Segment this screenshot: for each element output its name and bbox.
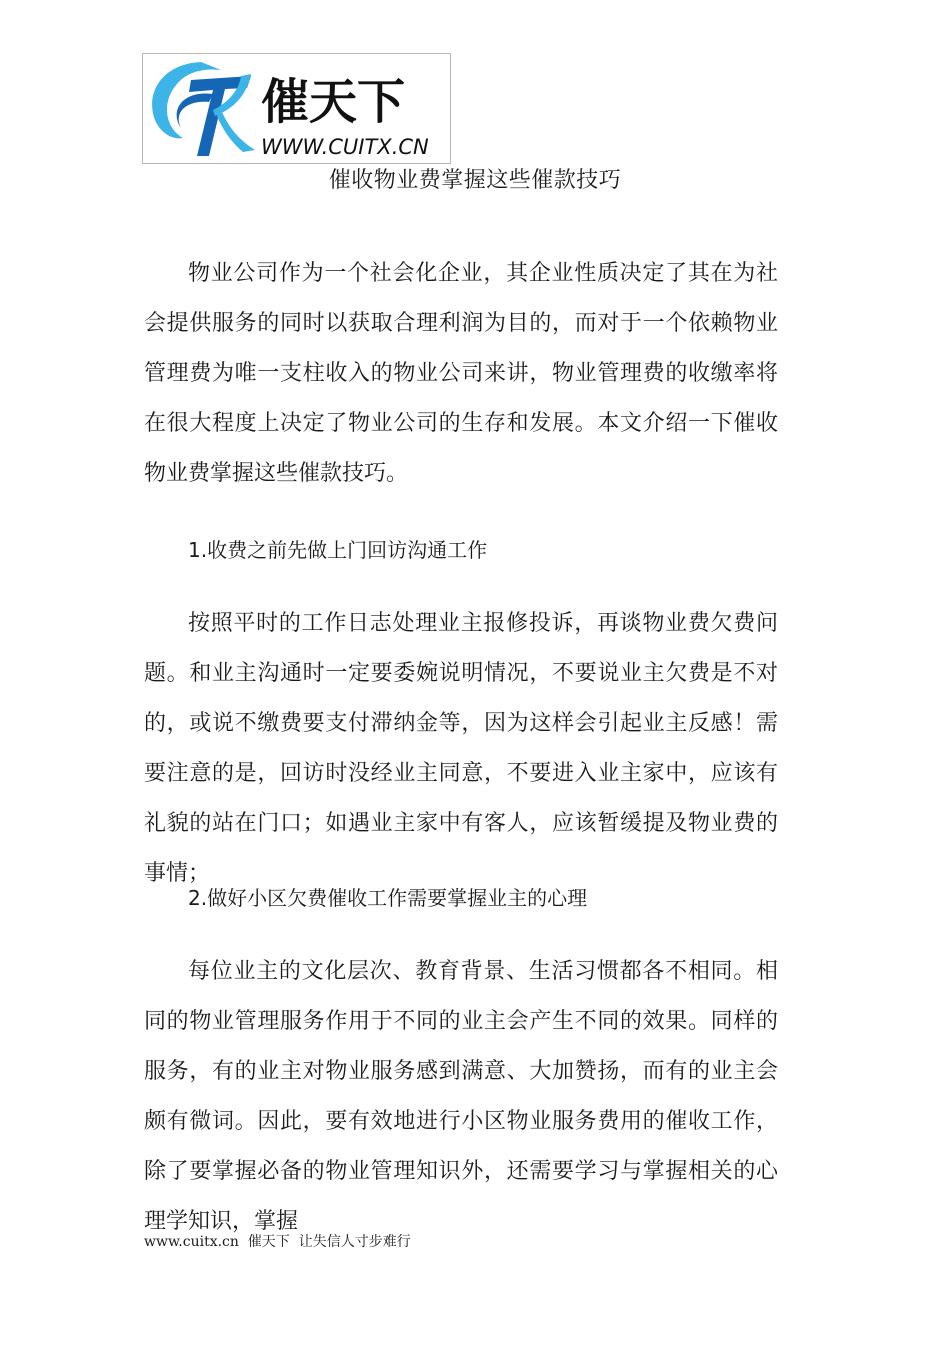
logo-x-mark	[217, 110, 255, 152]
section-heading-1: 1.收费之前先做上门回访沟通工作	[188, 538, 488, 562]
logo-brand-text: 催天下	[261, 74, 406, 130]
document-title: 催收物业费掌握这些催款技巧	[328, 168, 622, 193]
section-heading-2: 2.做好小区欠费催收工作需要掌握业主的心理	[188, 886, 588, 910]
company-logo	[142, 53, 451, 164]
section-1-paragraph: 按照平时的工作日志处理业主报修投诉，再谈物业费欠费问题。和业主沟通时一定要委婉说明情况，不要说业主欠费是不对的，或说不缴费要支付滞纳金等，因为这样会引起业主反感！需要注意的是，回访时没经业主同意，不要进入业主家中，应该有礼貌的站在门口；如遇业主家中有客人，应该暂缓提及物业费的事情；	[144, 611, 778, 886]
section-2-paragraph: 每位业主的文化层次、教育背景、生活习惯都各不相同。相同的物业管理服务作用于不同的业主会产生不同的效果。同样的服务，有的业主对物业服务感到满意、大加赞扬，而有的业主会颇有微词。因此，要有效地进行小区物业服务费用的催收工作，除了要掌握必备的物业管理知识外，还需要学习与掌握相关的心理学知识，掌握	[144, 959, 778, 1234]
logo-url-text: WWW.CUITX.CN	[261, 135, 429, 159]
logo-graphic	[143, 54, 450, 163]
intro-paragraph: 物业公司作为一个社会化企业，其企业性质决定了其在为社会提供服务的同时以获取合理利润为目的，而对于一个依赖物业管理费为唯一支柱收入的物业公司来讲，物业管理费的收缴率将在很大程度上决定了物业公司的生存和发展。本文介绍一下催收物业费掌握这些催款技巧。	[144, 261, 778, 486]
page-footer: www.cuitx.cn 催天下 让失信人寸步难行	[144, 1234, 411, 1250]
